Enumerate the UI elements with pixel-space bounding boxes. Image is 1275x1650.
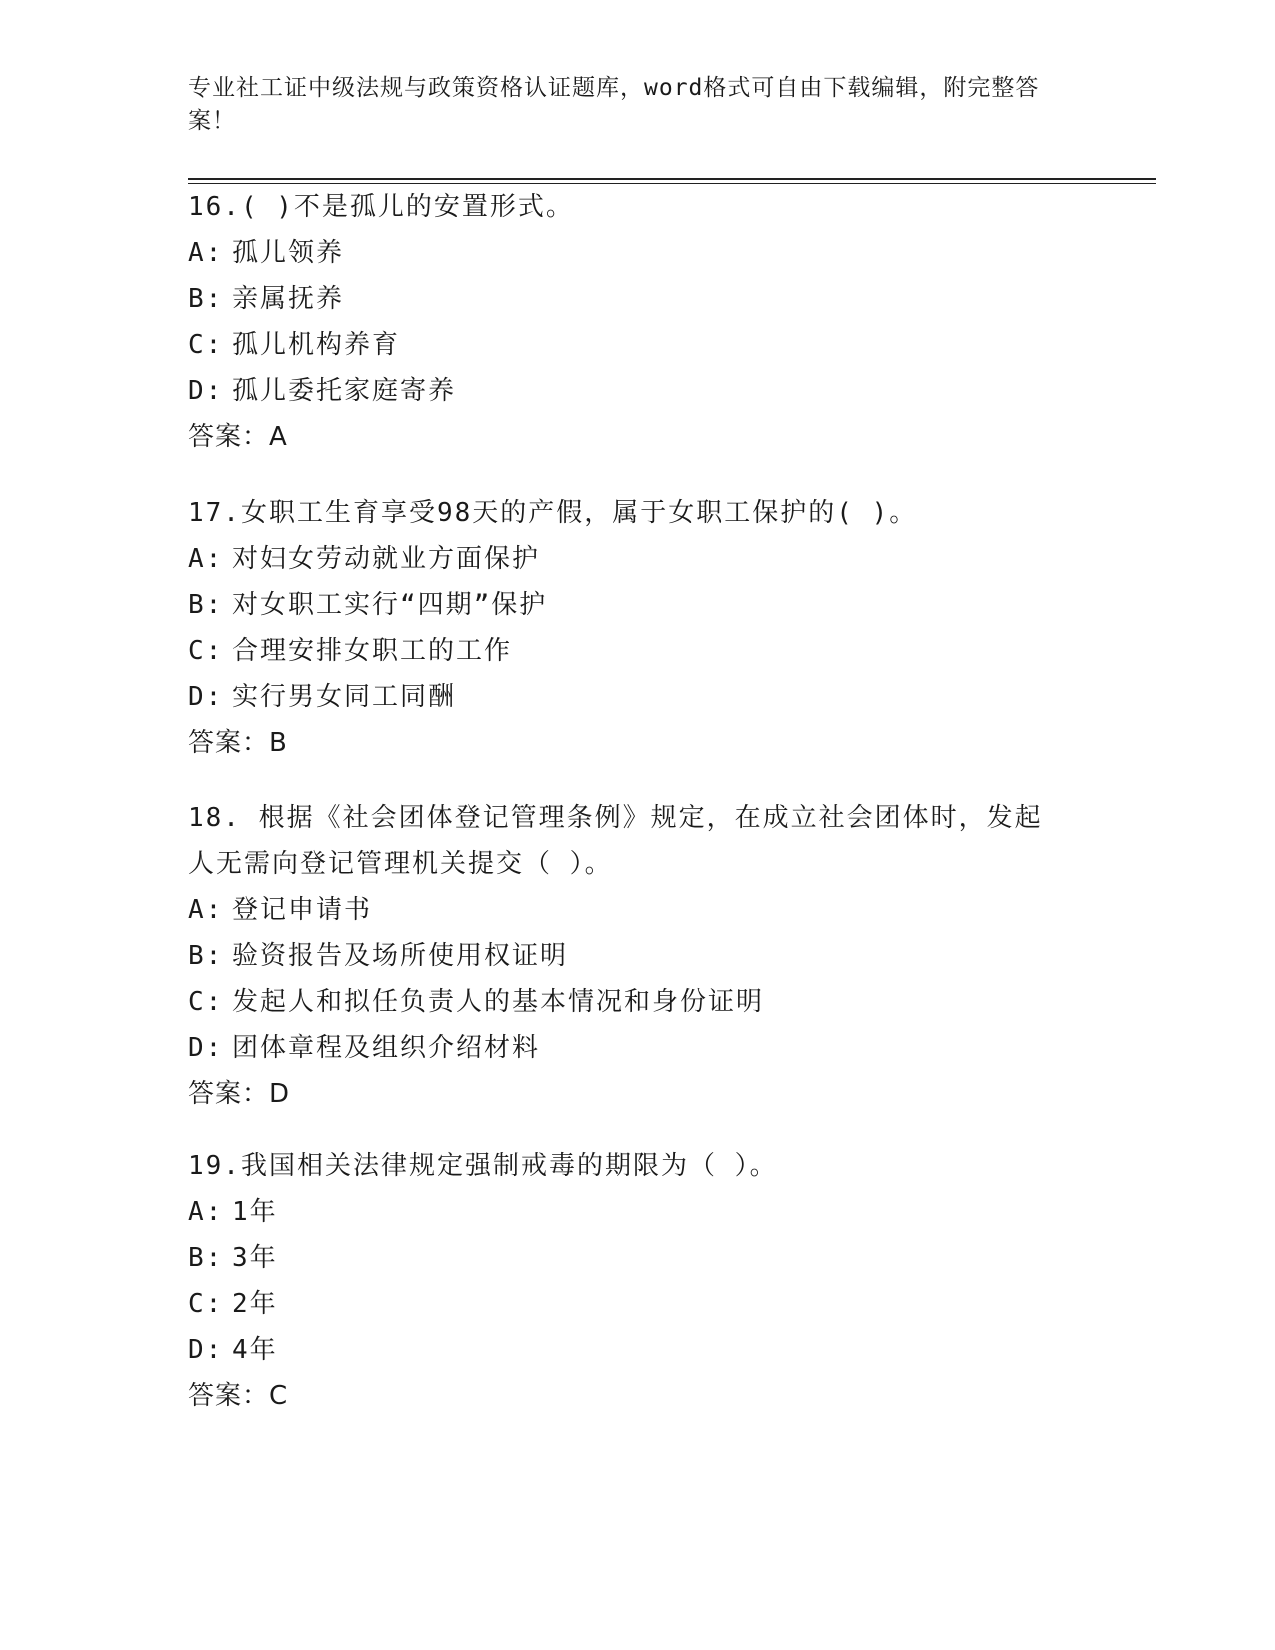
option-letter: B: (188, 941, 224, 971)
option-text: 4年 (232, 1335, 278, 1365)
option-letter: B: (188, 1243, 224, 1273)
option-d (188, 1327, 1068, 1373)
option-text: 登记申请书 (232, 895, 373, 925)
option-text: 合理安排女职工的工作 (232, 636, 513, 666)
option-letter: D: (188, 682, 224, 712)
option-text: 孤儿机构养育 (232, 330, 401, 360)
answer-line: 答案：B (188, 728, 288, 758)
option-letter: B: (188, 284, 224, 314)
option-d (188, 1025, 1068, 1071)
option-text: 孤儿领养 (232, 238, 345, 268)
answer-line: 答案：C (188, 1381, 289, 1411)
option-b (188, 933, 1068, 979)
option-c (188, 628, 1068, 674)
option-text: 验资报告及场所使用权证明 (232, 941, 569, 971)
option-letter: D: (188, 1033, 224, 1063)
option-a (188, 1189, 1068, 1235)
option-d (188, 674, 1068, 720)
option-text: 2年 (232, 1289, 278, 1319)
option-letter: B: (188, 590, 224, 620)
option-letter: C: (188, 636, 224, 666)
answer-line: 答案：A (188, 422, 288, 452)
option-a (188, 887, 1068, 933)
question-block (188, 490, 1068, 766)
option-text: 团体章程及组织介绍材料 (232, 1033, 541, 1063)
option-b (188, 582, 1068, 628)
option-letter: A: (188, 895, 224, 925)
option-c (188, 979, 1068, 1025)
option-text: 发起人和拟任负责人的基本情况和身份证明 (232, 987, 765, 1017)
question-block (188, 795, 1068, 1117)
question-block (188, 184, 1068, 460)
option-text: 实行男女同工同酬 (232, 682, 457, 712)
question-stem: 17.女职工生育享受98天的产假，属于女职工保护的( )。 (188, 498, 918, 528)
option-letter: D: (188, 376, 224, 406)
option-letter: C: (188, 1289, 224, 1319)
option-c (188, 1281, 1068, 1327)
answer-line: 答案：D (188, 1079, 291, 1109)
option-letter: C: (188, 330, 224, 360)
document-header: 专业社工证中级法规与政策资格认证题库，word格式可自由下载编辑，附完整答案！ (188, 75, 1040, 134)
question-stem: 16.( )不是孤儿的安置形式。 (188, 192, 574, 222)
option-d (188, 368, 1068, 414)
option-letter: A: (188, 238, 224, 268)
option-letter: A: (188, 544, 224, 574)
option-text: 对女职工实行“四期”保护 (232, 590, 548, 620)
option-letter: C: (188, 987, 224, 1017)
option-text: 孤儿委托家庭寄养 (232, 376, 457, 406)
option-b (188, 276, 1068, 322)
option-a (188, 230, 1068, 276)
question-stem: 19.我国相关法律规定强制戒毒的期限为（ ）。 (188, 1151, 778, 1181)
question-stem: 18. 根据《社会团体登记管理条例》规定，在成立社会团体时，发起人无需向登记管理机关提交（ ）。 (188, 803, 1043, 879)
option-text: 3年 (232, 1243, 278, 1273)
option-letter: A: (188, 1197, 224, 1227)
option-b (188, 1235, 1068, 1281)
option-text: 亲属抚养 (232, 284, 345, 314)
option-c (188, 322, 1068, 368)
question-block (188, 1143, 1068, 1419)
option-text: 对妇女劳动就业方面保护 (232, 544, 541, 574)
option-text: 1年 (232, 1197, 278, 1227)
option-letter: D: (188, 1335, 224, 1365)
option-a (188, 536, 1068, 582)
